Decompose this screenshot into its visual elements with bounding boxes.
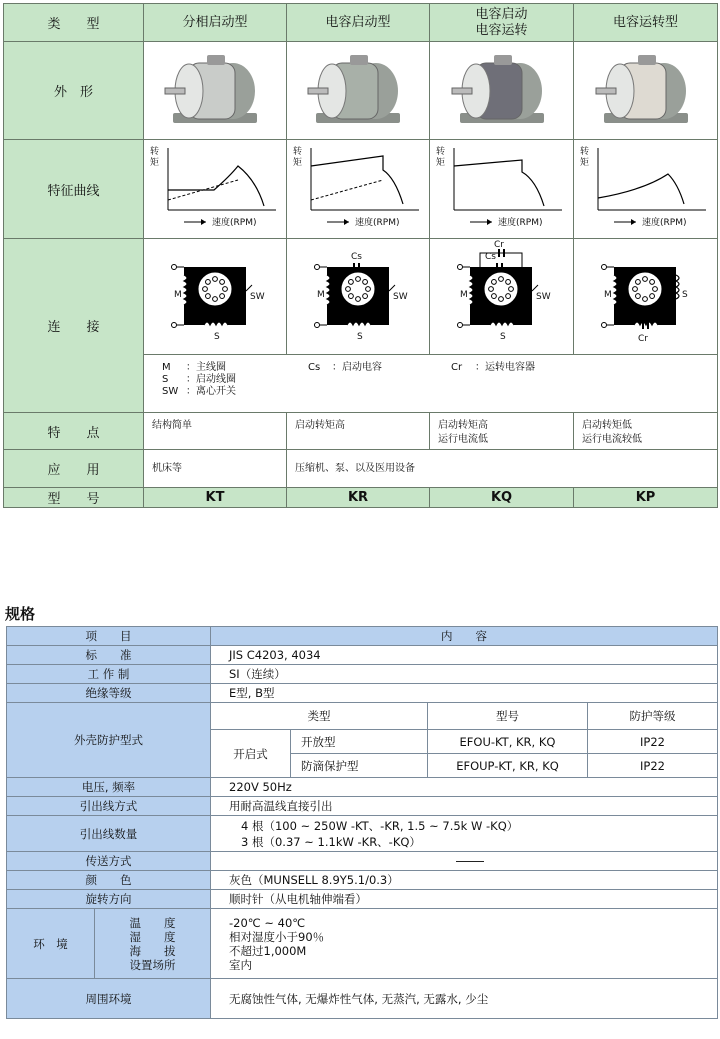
label-m: M: [317, 290, 325, 300]
spec-value: E型, B型: [211, 684, 718, 703]
appearance-label: 外 形: [4, 42, 144, 140]
y-axis-label: 矩: [293, 158, 303, 168]
spec-label: 旋转方向: [7, 890, 211, 909]
switch: [389, 285, 395, 291]
terminal: [602, 265, 607, 270]
spec-value: 顺时针（从电机轴伸端看）: [211, 890, 718, 909]
enclosure-ip: IP22: [588, 754, 718, 778]
label-m: M: [604, 290, 612, 300]
spec-value: SI（连续）: [211, 665, 718, 684]
x-axis-label: 速度(RPM): [355, 218, 400, 228]
motor-terminal-box: [207, 55, 225, 65]
terminal: [315, 323, 320, 328]
current-curve: [311, 180, 383, 200]
enclosure-col-ip: 防护等级: [588, 703, 718, 730]
model-code: KR: [287, 488, 430, 508]
switch: [246, 285, 252, 291]
speed-arrow-head: [344, 219, 349, 225]
torque-curve: [311, 156, 403, 204]
torque-speed-curve: [574, 140, 718, 239]
spec-label: 标 准: [7, 646, 211, 665]
switch: [532, 285, 538, 291]
spec-value: 灰色（MUNSELL 8.9Y5.1/0.3）: [211, 871, 718, 890]
enclosure-type: 防滴保护型: [291, 754, 428, 778]
model-label: 型 号: [4, 488, 144, 508]
motor-terminal-box: [350, 55, 368, 65]
label-sw: SW: [393, 292, 408, 302]
label-cs: Cs: [485, 252, 496, 262]
wiring-diagram: [430, 239, 574, 355]
spec-label: 电压, 频率: [7, 778, 211, 797]
label-m: M: [174, 290, 182, 300]
legend-item: Cr ：运转电容器: [451, 361, 535, 373]
terminal: [458, 265, 463, 270]
spec-label: 颜 色: [7, 871, 211, 890]
motor-terminal-box: [638, 55, 656, 65]
label-s: S: [682, 290, 688, 300]
label-m: M: [460, 290, 468, 300]
label-cr: Cr: [494, 240, 504, 250]
application-text: 机床等: [144, 450, 287, 488]
motor-photo: [144, 42, 287, 140]
rotor: [341, 272, 375, 306]
enclosure-col-model: 型号: [428, 703, 588, 730]
type-header: 分相启动型: [144, 4, 287, 42]
spec-table: [6, 626, 718, 1019]
y-axis-label: 矩: [150, 158, 160, 168]
main-coil: [184, 275, 187, 305]
y-axis-label: 转: [436, 147, 446, 157]
torque-speed-curve: [287, 140, 430, 239]
label-sw: SW: [536, 292, 551, 302]
curve-label: 特征曲线: [4, 140, 144, 239]
main-coil: [470, 275, 473, 305]
enclosure-model: EFOU-KT, KR, KQ: [428, 730, 588, 754]
connection-label: 连 接: [4, 239, 144, 413]
enclosure-model: EFOUP-KT, KR, KQ: [428, 754, 588, 778]
label-sw: SW: [250, 292, 265, 302]
environment-items: 温 度 湿 度 海 拔 设置场所: [95, 909, 211, 979]
legend: [144, 355, 718, 413]
label-cr: Cr: [638, 334, 648, 344]
type-header: 电容运转型: [574, 4, 718, 42]
torque-speed-curve: [144, 140, 287, 239]
x-axis-label: 速度(RPM): [212, 218, 257, 228]
y-axis-label: 矩: [436, 158, 446, 168]
label-cs: Cs: [351, 252, 362, 262]
wiring-diagram: [144, 239, 287, 355]
y-axis-label: 转: [150, 147, 160, 157]
motor-terminal-box: [494, 55, 512, 65]
terminal: [172, 265, 177, 270]
cap-cs: [358, 263, 360, 271]
enclosure-ip: IP22: [588, 730, 718, 754]
cap-cs: [496, 263, 498, 271]
spec-value: JIS C4203, 4034: [211, 646, 718, 665]
y-axis-label: 转: [580, 147, 590, 157]
speed-arrow-head: [201, 219, 206, 225]
feature-text: 启动转矩高: [287, 413, 430, 450]
spec-label: 引出线数量: [7, 816, 211, 852]
legend-item: S ：启动线圈: [162, 373, 236, 385]
motor-type-table: [3, 3, 718, 508]
main-coil: [614, 275, 617, 305]
motor-photo: [287, 42, 430, 140]
label-s: S: [357, 332, 363, 342]
type-header: 电容启动 电容运转: [430, 4, 574, 42]
y-axis-label: 矩: [580, 158, 590, 168]
feature-text: 结构简单: [144, 413, 287, 450]
spec-value: 220V 50Hz: [211, 778, 718, 797]
spec-label: 周围环境: [7, 979, 211, 1019]
legend-item: SW ：离心开关: [162, 385, 236, 397]
spec-label: 环 境: [7, 909, 95, 979]
terminal: [458, 323, 463, 328]
motor-shaft: [308, 88, 328, 94]
torque-curve: [598, 174, 684, 204]
motor-shaft: [596, 88, 616, 94]
speed-arrow-head: [631, 219, 636, 225]
x-axis-label: 速度(RPM): [498, 218, 543, 228]
spec-label: 传送方式: [7, 852, 211, 871]
spec-value: 用耐高温线直接引出: [211, 797, 718, 816]
spec-label: 绝缘等级: [7, 684, 211, 703]
y-axis-label: 转: [293, 147, 303, 157]
torque-curve: [168, 166, 264, 206]
legend-item: Cs ：启动电容: [308, 361, 382, 373]
cap-cr: [647, 321, 649, 329]
cap-cr: [503, 249, 505, 257]
wiring-diagram: [574, 239, 718, 355]
main-coil: [327, 275, 330, 305]
motor-photo: [574, 42, 718, 140]
label-s: S: [214, 332, 220, 342]
model-code: KP: [574, 488, 718, 508]
spec-value: 无腐蚀性气体, 无爆炸性气体, 无蒸汽, 无露水, 少尘: [211, 979, 718, 1019]
enclosure-col-type: 类型: [211, 703, 428, 730]
spec-value: [211, 852, 718, 871]
x-axis-label: 速度(RPM): [642, 218, 687, 228]
features-label: 特 点: [4, 413, 144, 450]
cap-cr: [498, 249, 500, 257]
application-label: 应 用: [4, 450, 144, 488]
type-label: 类 型: [4, 4, 144, 42]
torque-speed-curve: [430, 140, 574, 239]
motor-shaft: [165, 88, 185, 94]
label-s: S: [500, 332, 506, 342]
model-code: KT: [144, 488, 287, 508]
motor-photo: [430, 42, 574, 140]
aux-coil: [676, 275, 679, 299]
terminal: [315, 265, 320, 270]
wiring-diagram: [287, 239, 430, 355]
col-content-header: 内 容: [211, 627, 718, 646]
feature-text: 启动转矩高 运行电流低: [430, 413, 574, 450]
speed-arrow-head: [487, 219, 492, 225]
enclosure-open: 开启式: [211, 730, 291, 778]
terminal: [172, 323, 177, 328]
environment-values: -20℃ ~ 40℃ 相对湿度小于90％ 不超过1,000M 室内: [211, 909, 718, 979]
terminal: [602, 323, 607, 328]
cap-cr: [642, 321, 644, 329]
enclosure-type: 开放型: [291, 730, 428, 754]
motor-shaft: [452, 88, 472, 94]
spec-label: 引出线方式: [7, 797, 211, 816]
cap-cs: [353, 263, 355, 271]
spec-value: 4 根（100 ~ 250W -KT、-KR, 1.5 ~ 7.5k W -KQ） 3 根（0.37 ~ 1.1kW -KR、-KQ）: [211, 816, 718, 852]
feature-text: 启动转矩低 运行电流较低: [574, 413, 718, 450]
spec-title: 规格: [5, 605, 36, 623]
spec-label: 工 作 制: [7, 665, 211, 684]
spec-label: 外壳防护型式: [7, 703, 211, 778]
legend-item: M ：主线圈: [162, 361, 226, 373]
rotor: [198, 272, 232, 306]
application-text: 压缩机、泵、以及医用设备: [287, 450, 718, 488]
type-header: 电容启动型: [287, 4, 430, 42]
torque-curve: [454, 160, 544, 206]
cap-cs: [501, 263, 503, 271]
col-item-header: 项 目: [7, 627, 211, 646]
model-code: KQ: [430, 488, 574, 508]
